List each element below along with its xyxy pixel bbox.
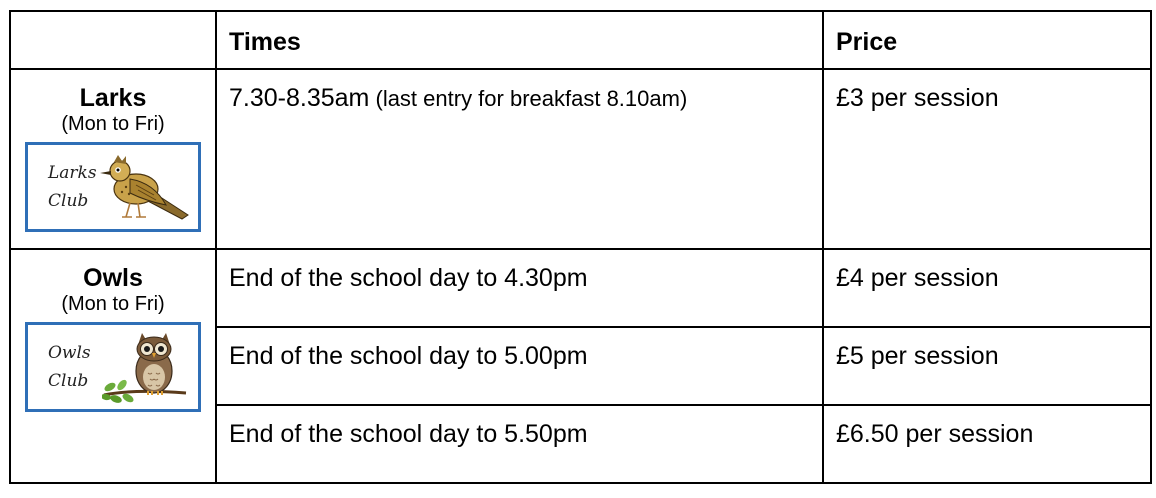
owl-on-branch-icon [102,329,192,407]
owls-time-1: End of the school day to 4.30pm [229,264,588,292]
clubs-price-table [9,10,1152,484]
owls-club-badge [25,322,201,412]
owls-time-cell-3 [216,405,823,483]
header-empty-cell [10,11,216,69]
larks-price-cell [823,69,1151,249]
larks-times-cell [216,69,823,249]
larks-club-badge [25,142,201,232]
owls-time-cell-2 [216,327,823,405]
larks-club-name: Larks [79,84,147,112]
owls-price-cell-1 [823,249,1151,327]
owls-price-3: £6.50 per session [836,420,1034,448]
owls-badge-line2: Club [48,371,89,391]
owls-club-name: Owls [83,264,143,292]
header-price: Price [823,11,1151,69]
owls-price-cell-2 [823,327,1151,405]
larks-price: £3 per session [836,84,999,112]
table-row-larks [10,69,1151,249]
larks-badge-line1: Larks [48,163,97,183]
larks-time-note: (last entry for breakfast 8.10am) [369,86,688,111]
table-row-owls-1 [10,249,1151,327]
owls-time-3: End of the school day to 5.50pm [229,420,588,448]
owls-price-1: £4 per session [836,264,999,292]
owls-price-cell-3 [823,405,1151,483]
larks-club-cell [10,69,216,249]
owls-time-cell-1 [216,249,823,327]
owls-club-cell [10,249,216,483]
header-times: Times [216,11,823,69]
larks-club-days: (Mon to Fri) [61,113,165,135]
larks-badge-line2: Club [48,191,89,211]
table-header-row [10,11,1151,69]
owls-badge-line1: Owls [48,343,91,363]
lark-bird-icon [96,149,192,225]
owls-time-2: End of the school day to 5.00pm [229,342,588,370]
larks-time-main: 7.30-8.35am [229,84,370,112]
owls-price-2: £5 per session [836,342,999,370]
owls-club-days: (Mon to Fri) [61,293,165,315]
